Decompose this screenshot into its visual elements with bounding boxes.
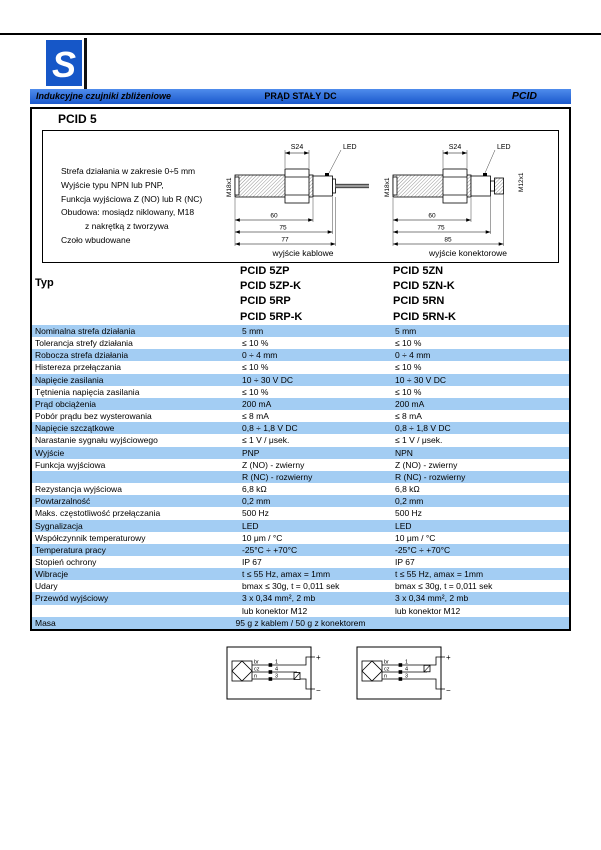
header-series: PCID	[511, 90, 537, 102]
spec-value-pnp: 200 mA	[242, 398, 272, 409]
spec-value-npn: 10 μm / °C	[395, 532, 436, 543]
wire-label-n: n	[254, 673, 258, 680]
feature-list	[61, 165, 202, 248]
caption-cable-version: wyjście kablowe	[272, 248, 334, 258]
table-row	[32, 605, 569, 617]
spec-label	[32, 471, 238, 483]
spec-label: Maks. częstotliwość przełączania	[35, 508, 161, 519]
pin-number: 1	[275, 659, 279, 666]
spec-value-npn: 3 x 0,34 mm², 2 mb	[395, 593, 469, 604]
spec-label: Napięcie szczątkowe	[35, 423, 115, 434]
spec-label: Funkcja wyjściowa	[35, 459, 106, 470]
spec-value-pnp: 6,8 kΩ	[242, 484, 267, 495]
spec-value-npn: LED	[395, 520, 412, 531]
dim-77: 77	[281, 236, 289, 244]
drawing-connector-version	[383, 136, 535, 248]
table-row	[32, 361, 569, 373]
spec-value-npn: Z (NO) - zwierny	[395, 459, 458, 470]
spec-value-npn: t ≤ 55 Hz, amax = 1mm	[395, 569, 484, 580]
spec-value-npn: 0,8 ÷ 1,8 V DC	[395, 423, 451, 434]
table-row	[32, 483, 569, 495]
table-row	[32, 374, 569, 386]
overview-box	[42, 130, 559, 263]
spec-value-npn: bmax ≤ 30g, t = 0,011 sek	[395, 581, 493, 592]
type-list-pnp	[240, 264, 302, 325]
spec-value-npn: 500 Hz	[395, 508, 422, 519]
spec-label: Sygnalizacja	[35, 520, 83, 531]
led-label: LED	[497, 144, 511, 151]
drawing-cable-version	[225, 136, 377, 248]
top-rule	[0, 33, 601, 35]
spec-value-npn: 5 mm	[395, 326, 417, 336]
feature-line: Czoło wbudowane	[61, 234, 131, 245]
wiring-diagram-pnp	[226, 646, 322, 704]
table-row	[32, 520, 569, 532]
type-name: PCID 5ZN-K	[393, 280, 455, 293]
plus-terminal: +	[446, 653, 451, 662]
wrench-size-label: S24	[448, 144, 462, 151]
wire-label-cz: cz	[384, 666, 390, 673]
dim-75: 75	[279, 224, 287, 232]
type-name: PCID 5ZP	[240, 265, 290, 277]
caption-connector-version: wyjście konektorowe	[429, 248, 507, 258]
thread-label: M18x1	[226, 177, 233, 197]
spec-value-pnp: 0 ÷ 4 mm	[242, 350, 278, 361]
table-row	[32, 556, 569, 568]
spec-value-pnp: R (NC) - rozwierny	[242, 471, 313, 482]
feature-line: Funkcja wyjściowa Z (NO) lub R (NC)	[61, 193, 203, 204]
type-name: PCID 5ZP-K	[240, 280, 302, 293]
spec-value-pnp: bmax ≤ 30g, t = 0,011 sek	[242, 581, 340, 592]
spec-value-npn: lub konektor M12	[395, 605, 461, 616]
spec-label: Temperatura pracy	[35, 544, 106, 555]
table-row	[32, 325, 569, 337]
feature-line: Obudowa: mosiądz niklowany, M18	[61, 207, 195, 218]
spec-value-npn: 10 ÷ 30 V DC	[395, 374, 446, 385]
spec-value-npn: 6,8 kΩ	[395, 484, 420, 495]
dim-60: 60	[428, 212, 436, 220]
wiring-diagram-npn	[356, 646, 452, 704]
spec-label: Stopień ochrony	[35, 556, 97, 567]
wire-label-cz: cz	[254, 666, 260, 673]
spec-label: Robocza strefa działania	[35, 350, 129, 361]
spec-value-pnp: -25°C ÷ +70°C	[242, 544, 298, 555]
table-row	[32, 410, 569, 422]
spec-value-pnp: IP 67	[242, 556, 262, 567]
spec-value-pnp: 500 Hz	[242, 508, 269, 519]
minus-terminal: −	[446, 686, 451, 695]
spec-label: Narastanie sygnału wyjściowego	[35, 435, 158, 446]
spec-value-pnp: ≤ 10 %	[242, 362, 269, 373]
spec-value-pnp: ≤ 1 V / μsek.	[242, 435, 290, 446]
table-row	[32, 507, 569, 519]
spec-label: Udary	[35, 581, 58, 592]
spec-table	[32, 325, 569, 629]
logo-letter: S	[51, 44, 77, 85]
spec-value-npn: -25°C ÷ +70°C	[395, 544, 451, 555]
table-row	[32, 434, 569, 446]
spec-value-pnp: 0,8 ÷ 1,8 V DC	[242, 423, 298, 434]
table-row	[32, 337, 569, 349]
spec-value-pnp: 3 x 0,34 mm², 2 mb	[242, 593, 316, 604]
spec-value-npn: R (NC) - rozwierny	[395, 471, 466, 482]
type-name: PCID 5RN	[393, 295, 445, 308]
thread-label: M18x1	[384, 177, 391, 197]
spec-value-pnp: 5 mm	[242, 326, 264, 336]
feature-line: Wyjście typu NPN lub PNP,	[61, 179, 164, 190]
spec-value-npn: ≤ 10 %	[395, 338, 422, 349]
spec-label: Prąd obciążenia	[35, 398, 96, 409]
type-name: PCID 5RP	[240, 295, 291, 308]
spec-value-pnp: Z (NO) - zwierny	[242, 459, 305, 470]
spec-value-pnp: ≤ 8 mA	[242, 411, 269, 422]
header-category: Indukcyjne czujniki zbliżeniowe	[36, 91, 172, 101]
table-row	[32, 386, 569, 398]
spec-value-pnp: 0,2 mm	[242, 496, 271, 507]
spec-label: Histereza przełączania	[35, 362, 121, 373]
spec-label: Rezystancja wyjściowa	[35, 484, 122, 495]
spec-label: Tolerancja strefy działania	[35, 338, 133, 349]
spec-value-pnp: lub konektor M12	[242, 605, 308, 616]
type-name: PCID 5ZN	[393, 265, 444, 277]
header-supply-type: PRĄD STAŁY DC	[264, 91, 337, 101]
minus-terminal: −	[316, 686, 321, 695]
spec-value-pnp: 10 μm / °C	[242, 532, 283, 543]
spec-label: Pobór prądu bez wysterowania	[35, 411, 152, 422]
spec-label: Współczynnik temperaturowy	[35, 532, 146, 543]
table-row	[32, 459, 569, 471]
type-name: PCID 5RP-K	[240, 310, 303, 323]
feature-line: z nakrętką z tworzywa	[85, 221, 169, 232]
wire-label-br: br	[384, 659, 389, 666]
plus-terminal: +	[316, 653, 321, 662]
spec-value-npn: ≤ 10 %	[395, 386, 422, 397]
table-row	[32, 592, 569, 604]
company-logo	[46, 38, 94, 95]
spec-value-npn: ≤ 10 %	[395, 362, 422, 373]
spec-label: Powtarzalność	[35, 496, 91, 507]
spec-value-npn: 0 ÷ 4 mm	[395, 350, 431, 361]
table-row-masa	[32, 617, 569, 629]
spec-value-masa: 95 g z kablem / 50 g z konektorem	[235, 617, 366, 628]
table-row	[32, 532, 569, 544]
spec-value-npn: 200 mA	[395, 398, 425, 409]
spec-label	[32, 605, 238, 617]
logo-graphic	[46, 38, 94, 90]
spec-label: Napięcie zasilania	[35, 374, 104, 385]
spec-value-pnp: LED	[242, 520, 259, 531]
spec-value-npn: ≤ 8 mA	[395, 411, 422, 422]
table-row	[32, 580, 569, 592]
table-row	[32, 495, 569, 507]
spec-label: Nominalna strefa działania	[35, 326, 136, 336]
table-row	[32, 349, 569, 361]
spec-label: Masa	[35, 617, 56, 628]
type-section-label: Typ	[35, 277, 54, 289]
table-row	[32, 398, 569, 410]
connector-thread-label: M12x1	[518, 172, 525, 192]
spec-value-npn: NPN	[395, 447, 413, 458]
led-label: LED	[343, 144, 357, 151]
pin-number: 4	[275, 666, 279, 673]
wire-label-br: br	[254, 659, 259, 666]
dim-60: 60	[270, 212, 278, 220]
type-name: PCID 5RN-K	[393, 310, 456, 323]
type-list-npn	[393, 264, 456, 325]
spec-value-pnp: 10 ÷ 30 V DC	[242, 374, 293, 385]
table-row	[32, 544, 569, 556]
table-row	[32, 422, 569, 434]
table-row	[32, 568, 569, 580]
pin-number: 3	[405, 673, 409, 680]
spec-value-npn: ≤ 1 V / μsek.	[395, 435, 443, 446]
spec-label: Wyjście	[35, 447, 65, 458]
pin-number: 1	[405, 659, 409, 666]
datasheet-body	[30, 107, 571, 631]
spec-value-pnp: ≤ 10 %	[242, 338, 269, 349]
dim-75: 75	[437, 224, 445, 232]
wrench-size-label: S24	[290, 144, 304, 151]
spec-label: Przewód wyjściowy	[35, 593, 109, 604]
spec-label: Tętnienia napięcia zasilania	[35, 386, 140, 397]
spec-value-pnp: t ≤ 55 Hz, amax = 1mm	[242, 569, 331, 580]
wire-label-n: n	[384, 673, 388, 680]
table-row	[32, 471, 569, 483]
spec-value-pnp: PNP	[242, 447, 260, 458]
feature-line: Strefa działania w zakresie 0÷5 mm	[61, 166, 196, 176]
spec-label: Wibracje	[35, 569, 69, 580]
spec-value-pnp: ≤ 10 %	[242, 386, 269, 397]
spec-value-npn: IP 67	[395, 556, 415, 567]
header-bar	[30, 89, 571, 104]
page-title: PCID 5	[58, 112, 97, 126]
table-row	[32, 447, 569, 459]
pin-number: 3	[275, 673, 279, 680]
spec-value-npn: 0,2 mm	[395, 496, 424, 507]
pin-number: 4	[405, 666, 409, 673]
dim-85: 85	[444, 236, 452, 244]
